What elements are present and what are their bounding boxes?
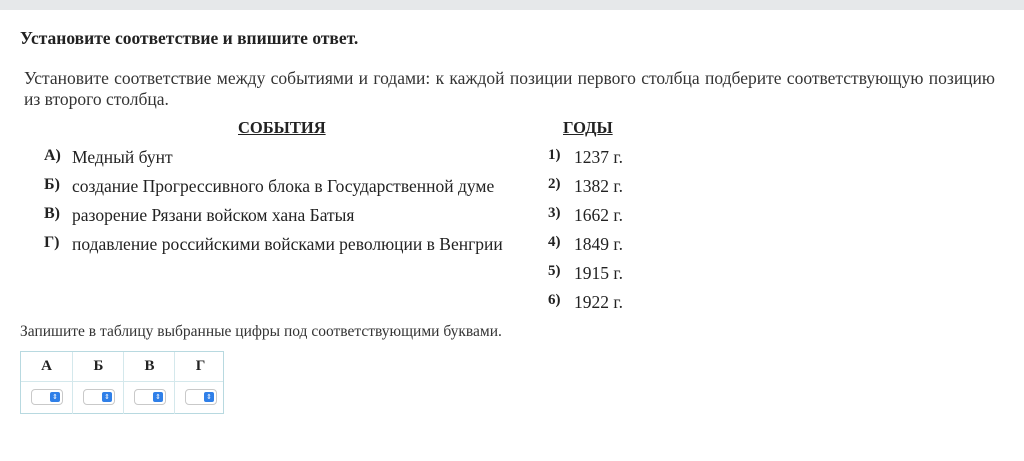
answer-select-b[interactable]	[83, 389, 115, 405]
answer-instruction: Запишите в таблицу выбранные цифры под соответствующими буквами.	[20, 323, 502, 340]
year-number: 6)	[548, 292, 561, 308]
event-text: Медный бунт	[72, 147, 173, 167]
answer-column-v	[123, 352, 175, 414]
select-arrows-icon: ⇕	[204, 392, 214, 402]
select-arrows-icon: ⇕	[50, 392, 60, 402]
answer-column-b	[72, 352, 124, 414]
answer-column-a	[21, 352, 72, 414]
answer-column-g	[174, 352, 226, 414]
answer-letter: Б	[93, 358, 104, 374]
answer-letter: А	[41, 358, 52, 374]
year-text: 1237 г.	[574, 147, 623, 167]
year-number: 3)	[548, 205, 561, 221]
answer-letter: В	[144, 358, 155, 374]
year-text: 1382 г.	[574, 176, 623, 196]
answer-table	[20, 351, 224, 414]
year-number: 4)	[548, 234, 561, 250]
years-column-header: ГОДЫ	[563, 118, 613, 137]
year-number: 2)	[548, 176, 561, 192]
event-letter: Г)	[44, 234, 60, 251]
answer-letter: Г	[195, 358, 206, 374]
select-arrows-icon: ⇕	[153, 392, 163, 402]
event-text: подавление российскими войсками революции в Венгрии	[72, 234, 503, 254]
top-bar	[0, 0, 1024, 10]
task-instruction: Установите соответствие между событиями и годами: к каждой позиции первого столбца подберите соответствующую позицию из второго столбца.	[24, 68, 995, 109]
year-text: 1922 г.	[574, 292, 623, 312]
event-letter: В)	[44, 205, 60, 222]
event-text: создание Прогрессивного блока в Государственной думе	[72, 176, 495, 196]
task-heading: Установите соответствие и впишите ответ.	[20, 28, 359, 48]
answer-select-v[interactable]	[134, 389, 166, 405]
year-number: 1)	[548, 147, 561, 163]
year-number: 5)	[548, 263, 561, 279]
events-column-header: СОБЫТИЯ	[238, 118, 326, 137]
event-text: разорение Рязани войском хана Батыя	[72, 205, 355, 225]
answer-select-a[interactable]	[31, 389, 63, 405]
year-text: 1662 г.	[574, 205, 623, 225]
event-letter: А)	[44, 147, 61, 164]
year-text: 1849 г.	[574, 234, 623, 254]
event-letter: Б)	[44, 176, 60, 193]
select-arrows-icon: ⇕	[102, 392, 112, 402]
answer-select-g[interactable]	[185, 389, 217, 405]
year-text: 1915 г.	[574, 263, 623, 283]
